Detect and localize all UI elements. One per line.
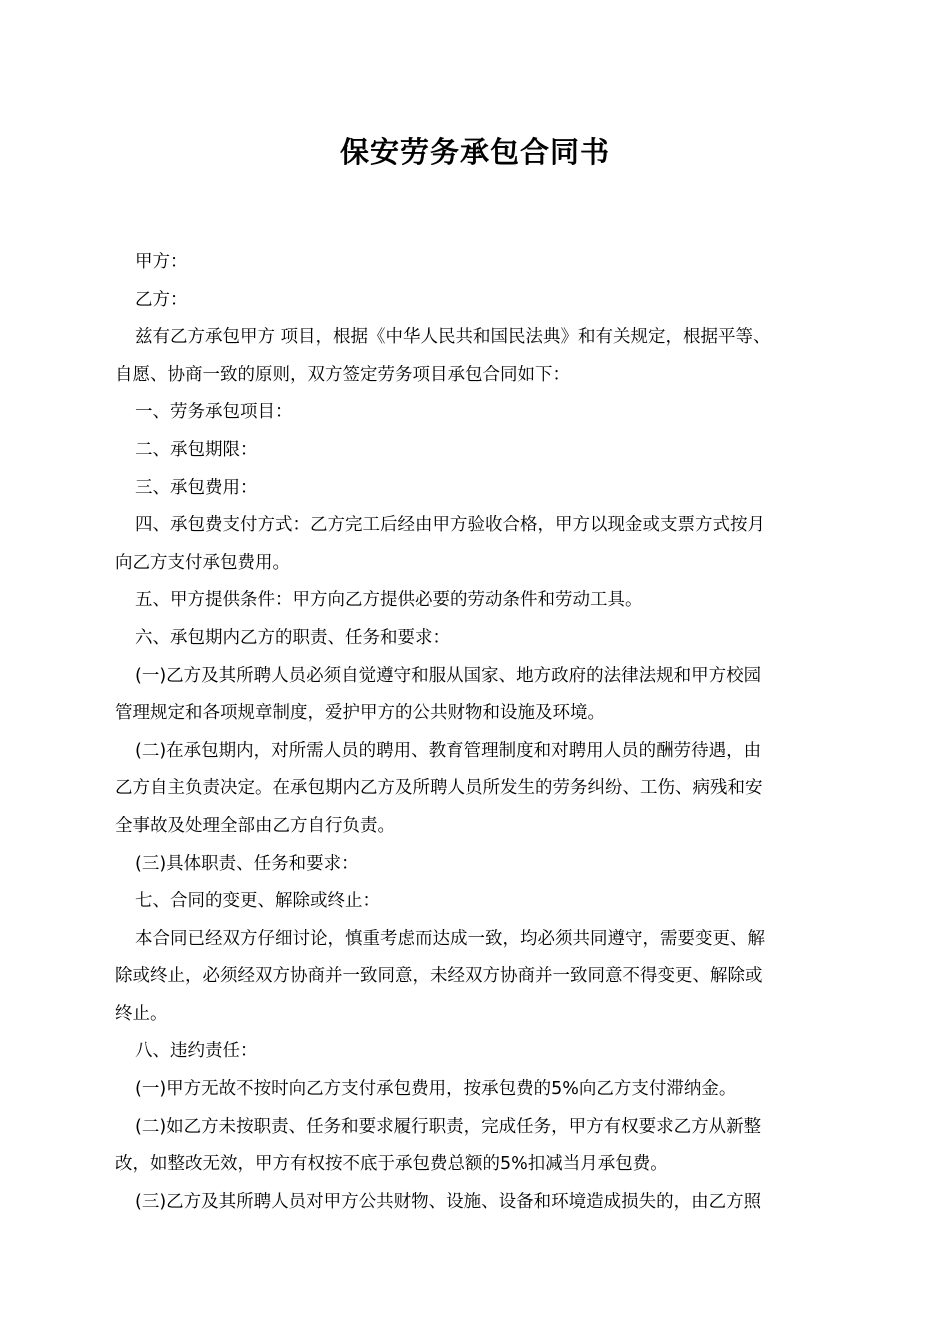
paragraph-line: 四、承包费支付方式：乙方完工后经由甲方验收合格，甲方以现金或支票方式按月 xyxy=(135,515,765,536)
paragraph-line: 自愿、协商一致的原则，双方签定劳务项目承包合同如下： xyxy=(115,364,570,385)
paragraph-line: 六、承包期内乙方的职责、任务和要求： xyxy=(135,627,450,648)
paragraph-line: 改，如整改无效，甲方有权按不底于承包费总额的5%扣减当月承包费。 xyxy=(115,1154,668,1175)
paragraph-line: 兹有乙方承包甲方 项目，根据《中华人民共和国民法典》和有关规定，根据平等、 xyxy=(135,327,771,348)
document-body xyxy=(115,244,835,1221)
paragraph-line: 八、违约责任： xyxy=(135,1041,258,1062)
paragraph-line: 终止。 xyxy=(115,1003,168,1024)
paragraph-line: 乙方自主负责决定。在承包期内乙方及所聘人员所发生的劳务纠纷、工伤、病残和安 xyxy=(115,778,763,799)
paragraph-line: 甲方： xyxy=(135,252,188,272)
document-title: 保安劳务承包合同书 xyxy=(339,135,610,169)
paragraph-line: (三)具体职责、任务和要求： xyxy=(135,853,359,874)
paragraph-line: (一)乙方及其所聘人员必须自觉遵守和服从国家、地方政府的法律法规和甲方校园 xyxy=(135,665,762,686)
paragraph-line: (二)在承包期内，对所需人员的聘用、教育管理制度和对聘用人员的酬劳待遇，由 xyxy=(135,740,762,761)
paragraph-line: 本合同已经双方仔细讨论，慎重考虑而达成一致，均必须共同遵守，需要变更、解 xyxy=(135,928,765,949)
paragraph-line: 管理规定和各项规章制度，爱护甲方的公共财物和设施及环境。 xyxy=(115,703,605,724)
paragraph-line: 一、劳务承包项目： xyxy=(135,402,293,423)
paragraph-line: 乙方： xyxy=(135,289,188,310)
paragraph-line: 二、承包期限： xyxy=(135,439,258,460)
paragraph-line: (一)甲方无故不按时向乙方支付承包费用，按承包费的5%向乙方支付滞纳金。 xyxy=(135,1079,737,1100)
paragraph-line: (二)如乙方未按职责、任务和要求履行职责，完成任务，甲方有权要求乙方从新整 xyxy=(135,1116,762,1137)
paragraph-line: 七、合同的变更、解除或终止： xyxy=(135,891,380,912)
paragraph-line: 除或终止，必须经双方协商并一致同意，未经双方协商并一致同意不得变更、解除或 xyxy=(115,966,763,987)
paragraph-line: 全事故及处理全部由乙方自行负责。 xyxy=(115,815,395,836)
paragraph-line: (三)乙方及其所聘人员对甲方公共财物、设施、设备和环境造成损失的，由乙方照 xyxy=(135,1191,762,1212)
paragraph-line: 五、甲方提供条件：甲方向乙方提供必要的劳动条件和劳动工具。 xyxy=(135,590,643,611)
paragraph-line: 向乙方支付承包费用。 xyxy=(115,552,290,573)
paragraph-line: 三、承包费用： xyxy=(135,477,258,498)
